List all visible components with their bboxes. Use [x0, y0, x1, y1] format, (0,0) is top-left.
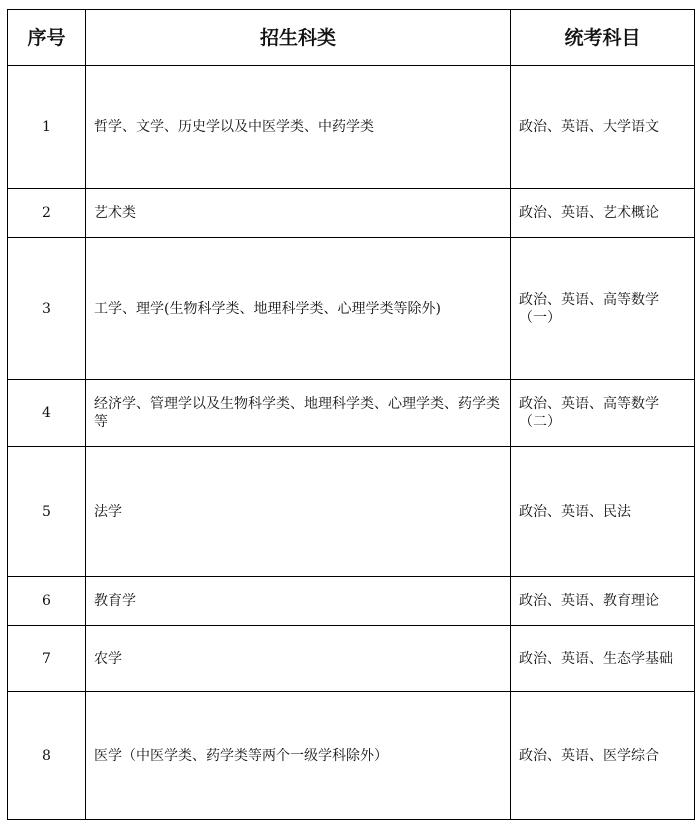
row-index: 1 [8, 66, 86, 189]
row-index: 2 [8, 189, 86, 238]
row-subjects: 政治、英语、医学综合 [511, 692, 695, 820]
row-category: 艺术类 [86, 189, 511, 238]
table-header-row [8, 10, 695, 66]
table-row [8, 238, 695, 380]
row-subjects: 政治、英语、大学语文 [511, 66, 695, 189]
row-subjects: 政治、英语、高等数学（一） [511, 238, 695, 380]
row-category: 法学 [86, 447, 511, 577]
row-index: 8 [8, 692, 86, 820]
table-row [8, 626, 695, 692]
row-subjects: 政治、英语、生态学基础 [511, 626, 695, 692]
table-row [8, 447, 695, 577]
row-category: 经济学、管理学以及生物科学类、地理科学类、心理学类、药学类等 [86, 380, 511, 447]
table-row [8, 380, 695, 447]
row-category: 农学 [86, 626, 511, 692]
row-category: 哲学、文学、历史学以及中医学类、中药学类 [86, 66, 511, 189]
header-category: 招生科类 [86, 10, 511, 66]
row-index: 4 [8, 380, 86, 447]
table-row [8, 189, 695, 238]
row-subjects: 政治、英语、艺术概论 [511, 189, 695, 238]
header-index: 序号 [8, 10, 86, 66]
admission-subjects-table [7, 9, 695, 820]
table-row [8, 692, 695, 820]
row-subjects: 政治、英语、教育理论 [511, 577, 695, 626]
table-row [8, 577, 695, 626]
row-index: 3 [8, 238, 86, 380]
row-category: 工学、理学(生物科学类、地理科学类、心理学类等除外) [86, 238, 511, 380]
row-subjects: 政治、英语、民法 [511, 447, 695, 577]
header-subjects: 统考科目 [511, 10, 695, 66]
row-index: 5 [8, 447, 86, 577]
table-row [8, 66, 695, 189]
row-index: 7 [8, 626, 86, 692]
row-index: 6 [8, 577, 86, 626]
row-category: 医学（中医学类、药学类等两个一级学科除外） [86, 692, 511, 820]
row-category: 教育学 [86, 577, 511, 626]
row-subjects: 政治、英语、高等数学（二） [511, 380, 695, 447]
